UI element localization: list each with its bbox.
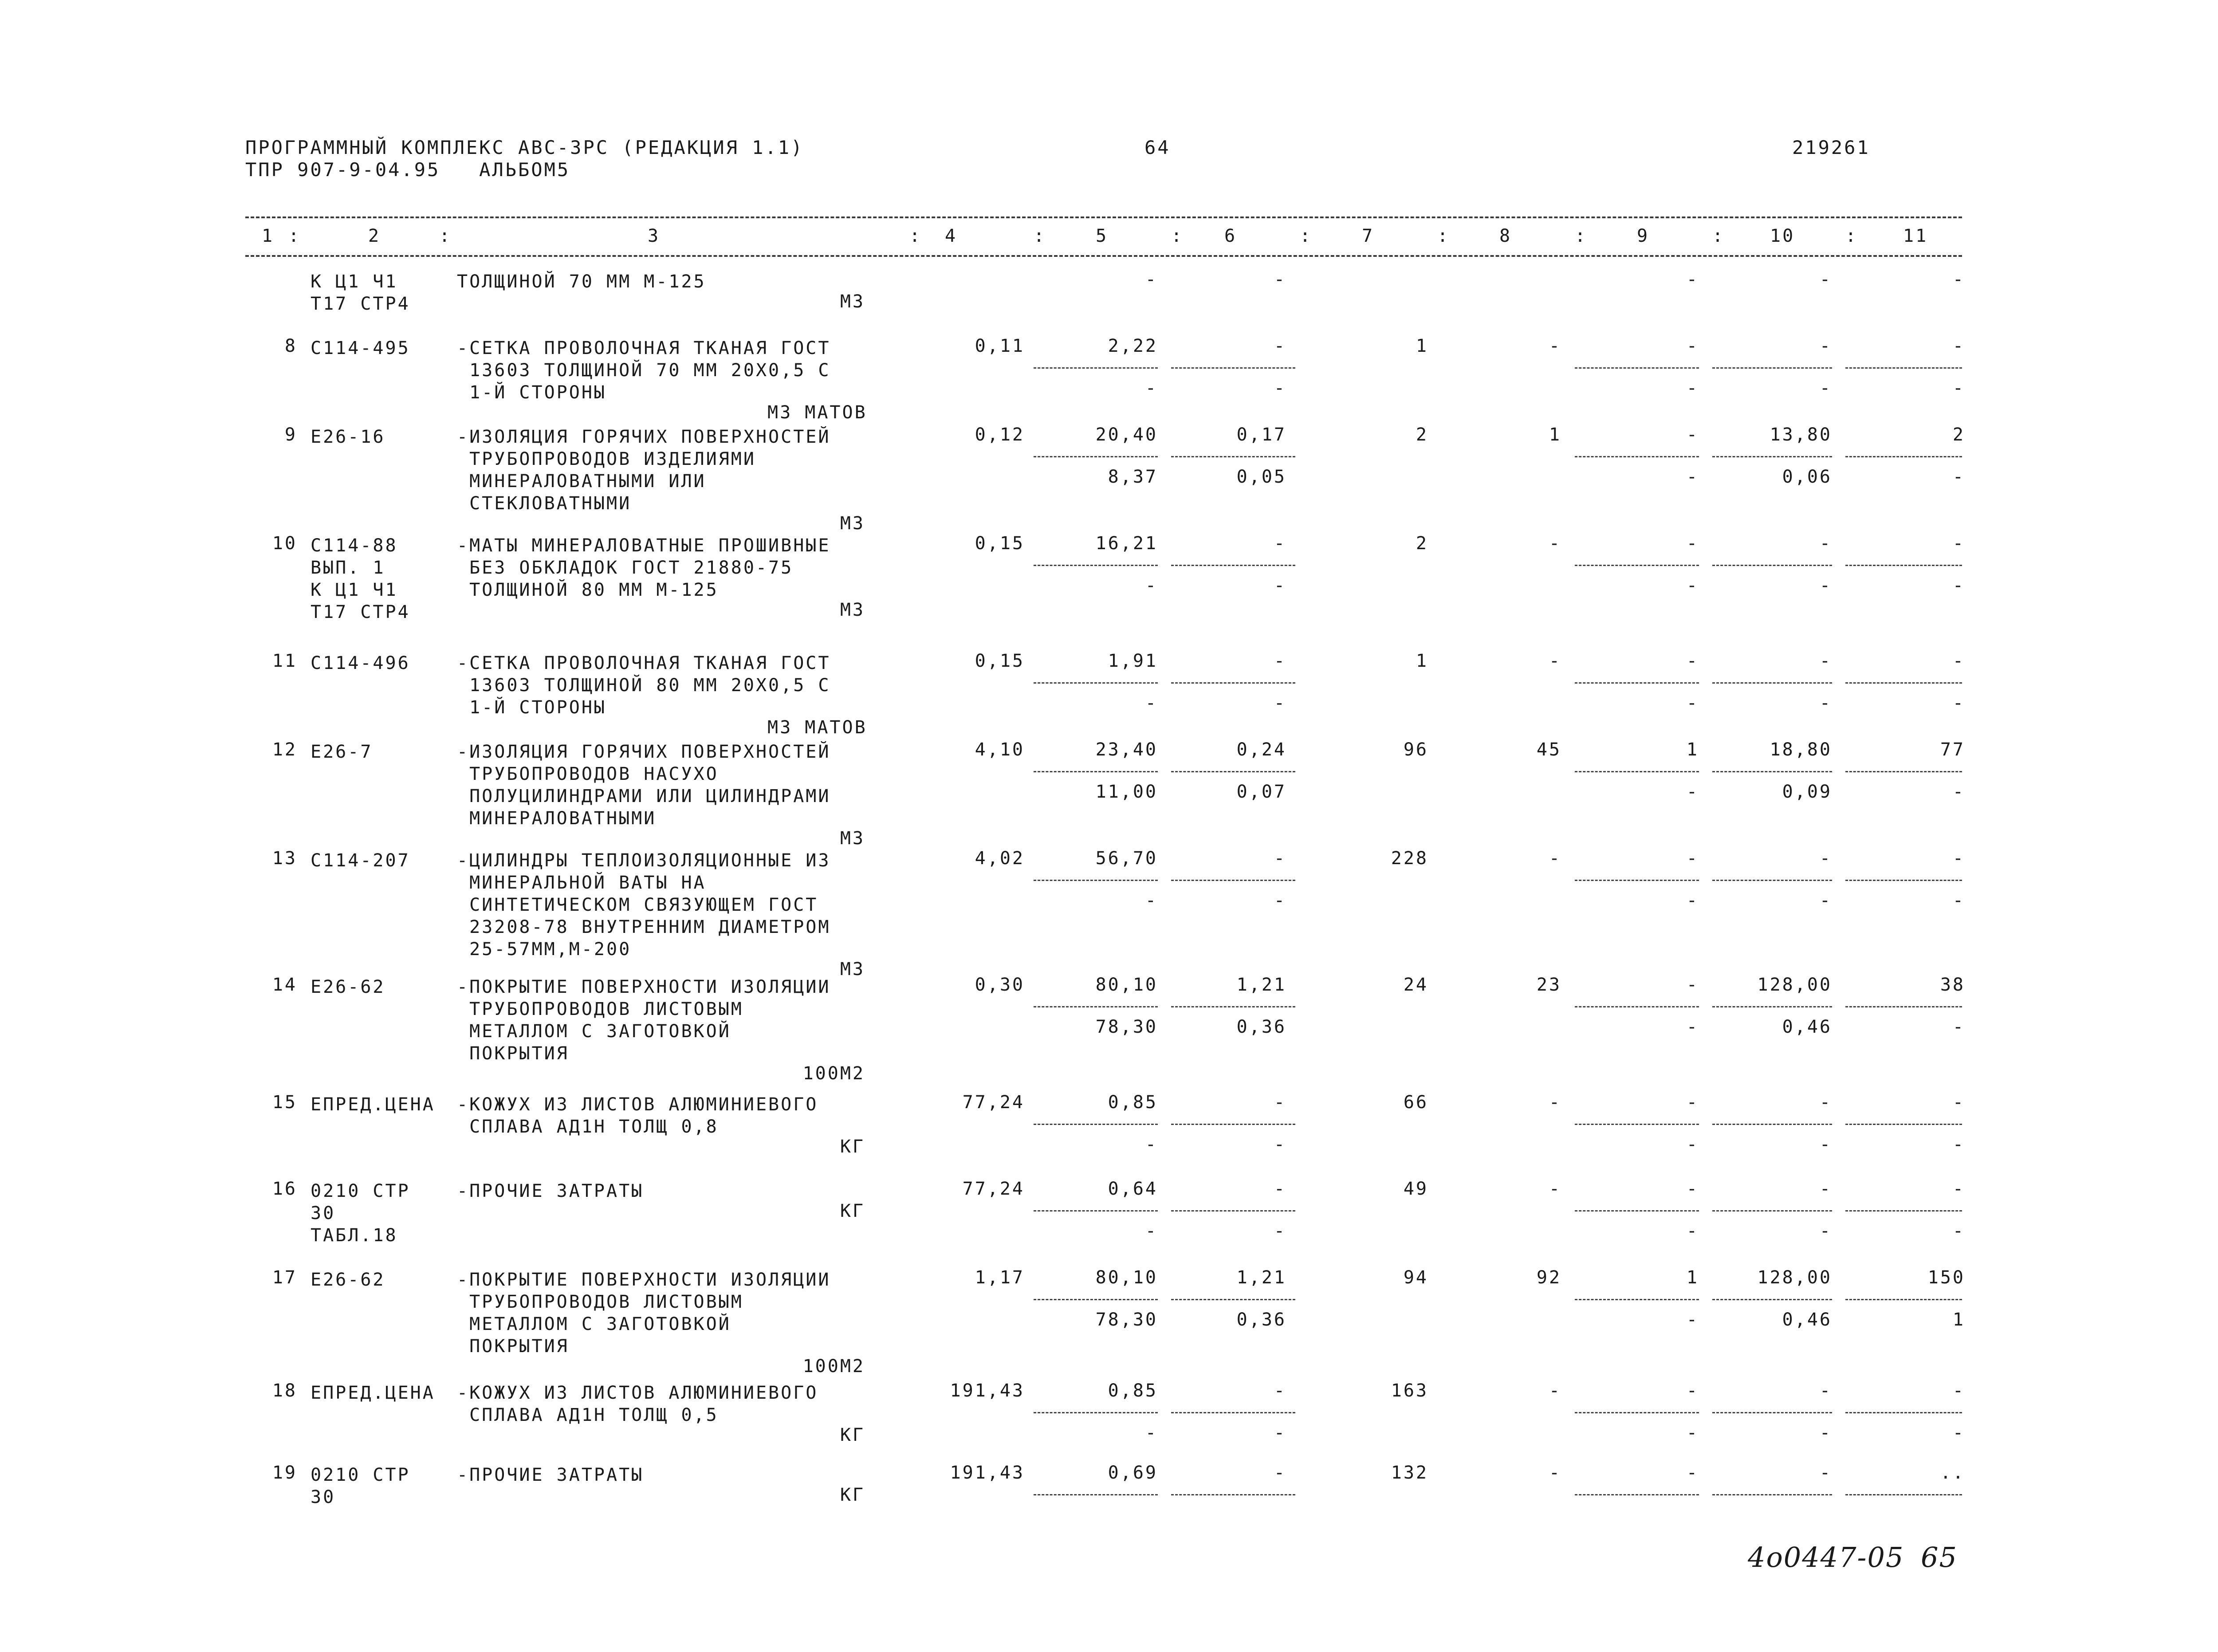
cost-c5-bottom: - bbox=[1145, 1134, 1158, 1155]
cost-c7: 66 bbox=[1403, 1092, 1428, 1113]
cost-c5-top: 0,85 bbox=[1108, 1381, 1158, 1401]
cost-c5-top: 1,91 bbox=[1108, 651, 1158, 671]
subtotal-divider bbox=[1575, 565, 1699, 566]
cost-c7: 24 bbox=[1403, 975, 1428, 995]
cost-c9-bottom: - bbox=[1686, 1423, 1699, 1443]
work-description: -ИЗОЛЯЦИЯ ГОРЯЧИХ ПОВЕРХНОСТЕЙ ТРУБОПРОВОДОВ НАСУХО ПОЛУЦИЛИНДРАМИ ИЛИ ЦИЛИНДРАМИ МИНЕРАЛОВАТНЫМИ bbox=[457, 742, 831, 829]
cost-c6-bottom: 0,05 bbox=[1236, 467, 1286, 487]
quantity: 0,15 bbox=[975, 651, 1025, 671]
cost-c7: 228 bbox=[1391, 848, 1428, 869]
cost-c11-bottom: - bbox=[1952, 378, 1965, 398]
cost-c6-top: - bbox=[1274, 651, 1286, 671]
quantity: 4,02 bbox=[975, 848, 1025, 869]
quantity: 0,12 bbox=[975, 425, 1025, 445]
unit-of-measure: 100М2 bbox=[802, 1063, 865, 1084]
quantity: 77,24 bbox=[962, 1179, 1025, 1199]
cost-c9-top: 1 bbox=[1686, 739, 1699, 760]
subtotal-divider bbox=[1171, 456, 1295, 457]
cost-c11-bottom: - bbox=[1952, 890, 1965, 911]
row-number: 14 bbox=[272, 975, 297, 995]
subtotal-divider bbox=[1171, 565, 1295, 566]
subtotal-divider bbox=[1575, 1210, 1699, 1211]
cost-c11-bottom: - bbox=[1952, 1221, 1965, 1241]
cost-c6-top: - bbox=[1274, 533, 1286, 554]
subtotal-divider bbox=[1171, 1494, 1295, 1495]
subtotal-divider bbox=[1171, 1006, 1295, 1007]
norm-code: Е26-62 bbox=[311, 977, 385, 997]
cost-c9-bottom: - bbox=[1686, 1221, 1699, 1241]
cost-c10-bottom: - bbox=[1819, 378, 1832, 398]
norm-code: С114-88 ВЫП. 1 К Ц1 Ч1 Т17 СТР4 bbox=[311, 535, 410, 622]
handwritten-page-number: 65 bbox=[1921, 1541, 1958, 1573]
cost-c6-bottom: - bbox=[1274, 1221, 1286, 1241]
cost-c5-top: 80,10 bbox=[1095, 1267, 1158, 1288]
cost-c10-bottom: - bbox=[1819, 1423, 1832, 1443]
cost-c11-top: .. bbox=[1940, 1463, 1965, 1483]
row-number: 16 bbox=[272, 1179, 297, 1199]
unit-of-measure: М3 bbox=[840, 513, 865, 534]
cost-c6-top: - bbox=[1274, 848, 1286, 869]
cost-c9-bottom: - bbox=[1686, 575, 1699, 596]
row-number: 13 bbox=[272, 848, 297, 869]
cost-c11-top: - bbox=[1952, 848, 1965, 869]
work-description: -МАТЫ МИНЕРАЛОВАТНЫЕ ПРОШИВНЫЕ БЕЗ ОБКЛАДОК ГОСТ 21880-75 ТОЛЩИНОЙ 80 ММ М-125 bbox=[457, 535, 831, 600]
quantity: 0,11 bbox=[975, 336, 1025, 356]
cost-c6-bottom: - bbox=[1274, 890, 1286, 911]
unit-of-measure: М3 bbox=[840, 959, 865, 979]
cost-c10-top: - bbox=[1819, 533, 1832, 554]
cost-c11-top: - bbox=[1952, 533, 1965, 554]
unit-of-measure: М3 МАТОВ bbox=[767, 717, 867, 738]
cost-c5-bottom: - bbox=[1145, 1423, 1158, 1443]
cost-c5-bottom: - bbox=[1145, 890, 1158, 911]
cost-c10-bottom: 0,09 bbox=[1782, 782, 1832, 802]
cost-c5-bottom: - bbox=[1145, 1221, 1158, 1241]
handwritten-inventory-code: 4о0447-05 bbox=[1748, 1541, 1904, 1573]
subtotal-divider bbox=[1034, 1124, 1158, 1125]
norm-code: С114-207 bbox=[311, 850, 410, 871]
subtotal-divider bbox=[1171, 1412, 1295, 1413]
norm-code: 0210 СТР 30 bbox=[311, 1465, 410, 1507]
subtotal-divider bbox=[1845, 1299, 1962, 1300]
quantity: 4,10 bbox=[975, 739, 1025, 760]
cost-c11-bottom: - bbox=[1952, 782, 1965, 802]
cost-c10-bottom: - bbox=[1819, 575, 1832, 596]
column-separator: : bbox=[1034, 226, 1046, 246]
cost-c11-top: - bbox=[1952, 1179, 1965, 1199]
cost-c7: 49 bbox=[1403, 1179, 1428, 1199]
subtotal-divider bbox=[1575, 456, 1699, 457]
cost-c7: 1 bbox=[1416, 336, 1428, 356]
subtotal-divider bbox=[1575, 1006, 1699, 1007]
subtotal-divider bbox=[1171, 1210, 1295, 1211]
cost-c7: 94 bbox=[1403, 1267, 1428, 1288]
column-number-9: 9 bbox=[1637, 226, 1650, 246]
cost-c11-top: - bbox=[1952, 1092, 1965, 1113]
subtotal-divider bbox=[1845, 1006, 1962, 1007]
unit-of-measure: М3 bbox=[840, 828, 865, 849]
unit-of-measure: КГ bbox=[840, 1137, 865, 1157]
cost-c11-bottom: - bbox=[1952, 693, 1965, 713]
unit-of-measure: 100М2 bbox=[802, 1356, 865, 1377]
cost-c10-top: - bbox=[1819, 651, 1832, 671]
cost-c6-top: - bbox=[1274, 269, 1286, 290]
cost-c10-top: - bbox=[1819, 1179, 1832, 1199]
cost-c9-bottom: - bbox=[1686, 782, 1699, 802]
cost-c8: - bbox=[1549, 848, 1561, 869]
quantity: 0,15 bbox=[975, 533, 1025, 554]
cost-c5-top: 0,64 bbox=[1108, 1179, 1158, 1199]
work-description: -ЦИЛИНДРЫ ТЕПЛОИЗОЛЯЦИОННЫЕ ИЗ МИНЕРАЛЬНОЙ ВАТЫ НА СИНТЕТИЧЕСКОМ СВЯЗУЮЩЕМ ГОСТ 23208-78 ВНУТРЕННИМ ДИАМЕТРОМ 25-57ММ,М-200 bbox=[457, 850, 831, 960]
column-number-11: 11 bbox=[1903, 226, 1928, 246]
subtotal-divider bbox=[1845, 1494, 1962, 1495]
norm-code: С114-496 bbox=[311, 653, 410, 673]
cost-c6-top: 0,17 bbox=[1236, 425, 1286, 445]
column-separator: : bbox=[1437, 226, 1450, 246]
norm-code: К Ц1 Ч1 Т17 СТР4 bbox=[311, 271, 410, 314]
cost-c8: 23 bbox=[1536, 975, 1561, 995]
cost-c11-top: 150 bbox=[1927, 1267, 1965, 1288]
cost-c10-top: - bbox=[1819, 1381, 1832, 1401]
cost-c10-top: - bbox=[1819, 848, 1832, 869]
subtotal-divider bbox=[1712, 367, 1832, 369]
cost-c8: 1 bbox=[1549, 425, 1561, 445]
cost-c8: 92 bbox=[1536, 1267, 1561, 1288]
subtotal-divider bbox=[1845, 1412, 1962, 1413]
norm-code: ЕПРЕД.ЦЕНА bbox=[311, 1383, 435, 1403]
row-number: 17 bbox=[272, 1267, 297, 1288]
cost-c10-top: 128,00 bbox=[1757, 975, 1832, 995]
cost-c10-bottom: - bbox=[1819, 890, 1832, 911]
cost-c9-bottom: - bbox=[1686, 1134, 1699, 1155]
cost-c10-bottom: 0,46 bbox=[1782, 1310, 1832, 1330]
subtotal-divider bbox=[1712, 771, 1832, 772]
cost-c11-top: - bbox=[1952, 651, 1965, 671]
cost-c6-bottom: - bbox=[1274, 1134, 1286, 1155]
table-top-rule bbox=[245, 216, 1962, 218]
program-title: ПРОГРАММНЫЙ КОМПЛЕКС АВС-3РС (РЕДАКЦИЯ 1.1) bbox=[245, 137, 804, 158]
norm-code: Е26-16 bbox=[311, 427, 385, 447]
cost-c8: - bbox=[1549, 1179, 1561, 1199]
work-description: -ПРОЧИЕ ЗАТРАТЫ bbox=[457, 1181, 644, 1201]
cost-c7: 1 bbox=[1416, 651, 1428, 671]
cost-c10-bottom: - bbox=[1819, 1134, 1832, 1155]
cost-c9-top: - bbox=[1686, 1179, 1699, 1199]
subtotal-divider bbox=[1171, 682, 1295, 684]
subtotal-divider bbox=[1171, 1299, 1295, 1300]
norm-code: 0210 СТР 30 ТАБЛ.18 bbox=[311, 1181, 410, 1246]
cost-c6-bottom: 0,07 bbox=[1236, 782, 1286, 802]
column-separator: : bbox=[1712, 226, 1725, 246]
cost-c11-top: - bbox=[1952, 1381, 1965, 1401]
column-number-1: 1 bbox=[262, 226, 275, 246]
cost-c6-bottom: - bbox=[1274, 693, 1286, 713]
cost-c5-bottom: 8,37 bbox=[1108, 467, 1158, 487]
cost-c11-top: 2 bbox=[1952, 425, 1965, 445]
cost-c8: - bbox=[1549, 533, 1561, 554]
subtotal-divider bbox=[1034, 771, 1158, 772]
cost-c10-top: - bbox=[1819, 269, 1832, 290]
subtotal-divider bbox=[1712, 1412, 1832, 1413]
subtotal-divider bbox=[1034, 880, 1158, 881]
row-number: 18 bbox=[272, 1381, 297, 1401]
subtotal-divider bbox=[1845, 565, 1962, 566]
cost-c6-top: - bbox=[1274, 1092, 1286, 1113]
work-description: -КОЖУХ ИЗ ЛИСТОВ АЛЮМИНИЕВОГО СПЛАВА АД1Н ТОЛЩ 0,5 bbox=[457, 1383, 818, 1425]
subtotal-divider bbox=[1575, 1412, 1699, 1413]
cost-c6-bottom: - bbox=[1274, 1423, 1286, 1443]
row-number: 12 bbox=[272, 739, 297, 760]
unit-of-measure: КГ bbox=[840, 1201, 865, 1221]
cost-c5-top: 23,40 bbox=[1095, 739, 1158, 760]
subtotal-divider bbox=[1575, 771, 1699, 772]
column-separator: : bbox=[1845, 226, 1858, 246]
cost-c7: 2 bbox=[1416, 533, 1428, 554]
cost-c8: - bbox=[1549, 651, 1561, 671]
subtotal-divider bbox=[1575, 367, 1699, 369]
cost-c6-bottom: - bbox=[1274, 378, 1286, 398]
subtotal-divider bbox=[1034, 682, 1158, 684]
cost-c5-top: 80,10 bbox=[1095, 975, 1158, 995]
subtotal-divider bbox=[1845, 771, 1962, 772]
cost-c8: - bbox=[1549, 1463, 1561, 1483]
subtotal-divider bbox=[1575, 1299, 1699, 1300]
cost-c9-top: - bbox=[1686, 336, 1699, 356]
subtotal-divider bbox=[1171, 1124, 1295, 1125]
document-number: 219261 bbox=[1792, 137, 1870, 158]
cost-c9-top: - bbox=[1686, 1381, 1699, 1401]
subtotal-divider bbox=[1034, 1494, 1158, 1495]
cost-c10-top: 13,80 bbox=[1770, 425, 1832, 445]
column-number-5: 5 bbox=[1096, 226, 1109, 246]
subtotal-divider bbox=[1845, 1124, 1962, 1125]
row-number: 11 bbox=[272, 651, 297, 671]
norm-code: Е26-7 bbox=[311, 742, 373, 762]
subtotal-divider bbox=[1845, 880, 1962, 881]
quantity: 77,24 bbox=[962, 1092, 1025, 1113]
subtotal-divider bbox=[1171, 880, 1295, 881]
subtotal-divider bbox=[1171, 367, 1295, 369]
cost-c10-top: - bbox=[1819, 336, 1832, 356]
column-number-3: 3 bbox=[648, 226, 661, 246]
column-separator: : bbox=[909, 226, 922, 246]
cost-c9-bottom: - bbox=[1686, 1017, 1699, 1037]
cost-c5-bottom: 78,30 bbox=[1095, 1017, 1158, 1037]
cost-c11-bottom: - bbox=[1952, 1134, 1965, 1155]
cost-c5-bottom: 11,00 bbox=[1095, 782, 1158, 802]
cost-c9-top: - bbox=[1686, 975, 1699, 995]
cost-c9-bottom: - bbox=[1686, 1310, 1699, 1330]
cost-c11-top: 38 bbox=[1940, 975, 1965, 995]
cost-c11-bottom: - bbox=[1952, 575, 1965, 596]
subtotal-divider bbox=[1712, 1299, 1832, 1300]
subtotal-divider bbox=[1845, 1210, 1962, 1211]
cost-c5-top: 20,40 bbox=[1095, 425, 1158, 445]
column-number-2: 2 bbox=[368, 226, 381, 246]
unit-of-measure: КГ bbox=[840, 1425, 865, 1445]
page-number: 64 bbox=[1144, 137, 1171, 158]
cost-c11-top: 77 bbox=[1940, 739, 1965, 760]
cost-c10-top: - bbox=[1819, 1092, 1832, 1113]
subtotal-divider bbox=[1712, 565, 1832, 566]
cost-c9-bottom: - bbox=[1686, 467, 1699, 487]
cost-c8: 45 bbox=[1536, 739, 1561, 760]
norm-code: ЕПРЕД.ЦЕНА bbox=[311, 1094, 435, 1115]
cost-c11-bottom: - bbox=[1952, 467, 1965, 487]
row-number: 15 bbox=[272, 1092, 297, 1113]
cost-c6-top: 1,21 bbox=[1236, 975, 1286, 995]
quantity: 1,17 bbox=[975, 1267, 1025, 1288]
cost-c8: - bbox=[1549, 1092, 1561, 1113]
cost-c10-top: 18,80 bbox=[1770, 739, 1832, 760]
subtotal-divider bbox=[1034, 565, 1158, 566]
subtotal-divider bbox=[1712, 880, 1832, 881]
work-description: -ПОКРЫТИЕ ПОВЕРХНОСТИ ИЗОЛЯЦИИ ТРУБОПРОВОДОВ ЛИСТОВЫМ МЕТАЛЛОМ С ЗАГОТОВКОЙ ПОКРЫТИЯ bbox=[457, 1270, 831, 1357]
cost-c10-bottom: - bbox=[1819, 1221, 1832, 1241]
cost-c6-top: - bbox=[1274, 1381, 1286, 1401]
subtotal-divider bbox=[1171, 771, 1295, 772]
cost-c10-bottom: 0,46 bbox=[1782, 1017, 1832, 1037]
cost-c6-top: - bbox=[1274, 1179, 1286, 1199]
cost-c5-bottom: - bbox=[1145, 575, 1158, 596]
column-number-8: 8 bbox=[1499, 226, 1512, 246]
cost-c5-bottom: - bbox=[1145, 378, 1158, 398]
subtotal-divider bbox=[1575, 682, 1699, 684]
cost-c9-top: - bbox=[1686, 651, 1699, 671]
cost-c5-top: 56,70 bbox=[1095, 848, 1158, 869]
cost-c9-bottom: - bbox=[1686, 693, 1699, 713]
work-description: -СЕТКА ПРОВОЛОЧНАЯ ТКАНАЯ ГОСТ 13603 ТОЛЩИНОЙ 70 ММ 20Х0,5 С 1-Й СТОРОНЫ bbox=[457, 338, 831, 403]
column-number-4: 4 bbox=[945, 226, 958, 246]
quantity: 191,43 bbox=[950, 1463, 1025, 1483]
cost-c6-top: - bbox=[1274, 336, 1286, 356]
column-number-10: 10 bbox=[1770, 226, 1795, 246]
column-number-7: 7 bbox=[1362, 226, 1375, 246]
cost-c5-bottom: - bbox=[1145, 693, 1158, 713]
cost-c10-top: - bbox=[1819, 1463, 1832, 1483]
cost-c6-bottom: 0,36 bbox=[1236, 1310, 1286, 1330]
cost-c7: 132 bbox=[1391, 1463, 1428, 1483]
subtotal-divider bbox=[1034, 456, 1158, 457]
cost-c11-top: - bbox=[1952, 269, 1965, 290]
column-separator: : bbox=[439, 226, 452, 246]
column-separator: : bbox=[288, 226, 301, 246]
cost-c7: 2 bbox=[1416, 425, 1428, 445]
header-bottom-rule bbox=[245, 255, 1962, 257]
subtotal-divider bbox=[1712, 1210, 1832, 1211]
cost-c5-top: 0,85 bbox=[1108, 1092, 1158, 1113]
cost-c5-bottom: 78,30 bbox=[1095, 1310, 1158, 1330]
cost-c10-top: 128,00 bbox=[1757, 1267, 1832, 1288]
subtotal-divider bbox=[1712, 682, 1832, 684]
cost-c11-top: - bbox=[1952, 336, 1965, 356]
subtotal-divider bbox=[1575, 880, 1699, 881]
cost-c5-top: 16,21 bbox=[1095, 533, 1158, 554]
cost-c5-top: 0,69 bbox=[1108, 1463, 1158, 1483]
cost-c9-top: 1 bbox=[1686, 1267, 1699, 1288]
subtotal-divider bbox=[1845, 367, 1962, 369]
subtotal-divider bbox=[1034, 1006, 1158, 1007]
quantity: 0,30 bbox=[975, 975, 1025, 995]
cost-c9-bottom: - bbox=[1686, 378, 1699, 398]
album-reference: ТПР 907-9-04.95 АЛЬБОМ5 bbox=[245, 159, 570, 181]
unit-of-measure: М3 bbox=[840, 291, 865, 312]
row-number: 10 bbox=[272, 533, 297, 554]
subtotal-divider bbox=[1575, 1494, 1699, 1495]
subtotal-divider bbox=[1712, 1006, 1832, 1007]
subtotal-divider bbox=[1575, 1124, 1699, 1125]
cost-c9-top: - bbox=[1686, 1092, 1699, 1113]
cost-c11-bottom: 1 bbox=[1952, 1310, 1965, 1330]
cost-c6-top: 0,24 bbox=[1236, 739, 1286, 760]
cost-c9-top: - bbox=[1686, 1463, 1699, 1483]
subtotal-divider bbox=[1712, 1124, 1832, 1125]
cost-c10-bottom: - bbox=[1819, 693, 1832, 713]
subtotal-divider bbox=[1845, 682, 1962, 684]
cost-c5-top: 2,22 bbox=[1108, 336, 1158, 356]
work-description: -ПРОЧИЕ ЗАТРАТЫ bbox=[457, 1465, 644, 1485]
cost-c9-top: - bbox=[1686, 425, 1699, 445]
column-separator: : bbox=[1171, 226, 1184, 246]
subtotal-divider bbox=[1712, 1494, 1832, 1495]
column-number-6: 6 bbox=[1224, 226, 1237, 246]
norm-code: С114-495 bbox=[311, 338, 410, 358]
row-number: 9 bbox=[284, 425, 297, 445]
cost-c6-bottom: - bbox=[1274, 575, 1286, 596]
work-description: -СЕТКА ПРОВОЛОЧНАЯ ТКАНАЯ ГОСТ 13603 ТОЛЩИНОЙ 80 ММ 20Х0,5 С 1-Й СТОРОНЫ bbox=[457, 653, 831, 718]
cost-c9-top: - bbox=[1686, 533, 1699, 554]
subtotal-divider bbox=[1034, 1299, 1158, 1300]
work-description: -ПОКРЫТИЕ ПОВЕРХНОСТИ ИЗОЛЯЦИИ ТРУБОПРОВОДОВ ЛИСТОВЫМ МЕТАЛЛОМ С ЗАГОТОВКОЙ ПОКРЫТИЯ bbox=[457, 977, 831, 1064]
work-description: -КОЖУХ ИЗ ЛИСТОВ АЛЮМИНИЕВОГО СПЛАВА АД1Н ТОЛЩ 0,8 bbox=[457, 1094, 818, 1137]
subtotal-divider bbox=[1034, 367, 1158, 369]
cost-c7: 163 bbox=[1391, 1381, 1428, 1401]
column-separator: : bbox=[1575, 226, 1588, 246]
work-description: -ИЗОЛЯЦИЯ ГОРЯЧИХ ПОВЕРХНОСТЕЙ ТРУБОПРОВОДОВ ИЗДЕЛИЯМИ МИНЕРАЛОВАТНЫМИ ИЛИ СТЕКЛОВАТНЫМИ bbox=[457, 427, 831, 514]
subtotal-divider bbox=[1034, 1412, 1158, 1413]
cost-c9-top: - bbox=[1686, 269, 1699, 290]
subtotal-divider bbox=[1034, 1210, 1158, 1211]
cost-c6-bottom: 0,36 bbox=[1236, 1017, 1286, 1037]
cost-c7: 96 bbox=[1403, 739, 1428, 760]
cost-c8: - bbox=[1549, 336, 1561, 356]
norm-code: Е26-62 bbox=[311, 1270, 385, 1290]
cost-c11-bottom: - bbox=[1952, 1423, 1965, 1443]
quantity: 191,43 bbox=[950, 1381, 1025, 1401]
row-number: 8 bbox=[284, 336, 297, 356]
row-number: 19 bbox=[272, 1463, 297, 1483]
cost-c5-top: - bbox=[1145, 269, 1158, 290]
cost-c9-top: - bbox=[1686, 848, 1699, 869]
column-separator: : bbox=[1300, 226, 1313, 246]
unit-of-measure: М3 bbox=[840, 600, 865, 620]
cost-c10-bottom: 0,06 bbox=[1782, 467, 1832, 487]
cost-c6-top: 1,21 bbox=[1236, 1267, 1286, 1288]
subtotal-divider bbox=[1845, 456, 1962, 457]
unit-of-measure: КГ bbox=[840, 1485, 865, 1505]
work-description: ТОЛЩИНОЙ 70 ММ М-125 bbox=[457, 271, 706, 292]
cost-c11-bottom: - bbox=[1952, 1017, 1965, 1037]
cost-c9-bottom: - bbox=[1686, 890, 1699, 911]
subtotal-divider bbox=[1712, 456, 1832, 457]
cost-c8: - bbox=[1549, 1381, 1561, 1401]
unit-of-measure: М3 МАТОВ bbox=[767, 402, 867, 423]
cost-c6-top: - bbox=[1274, 1463, 1286, 1483]
